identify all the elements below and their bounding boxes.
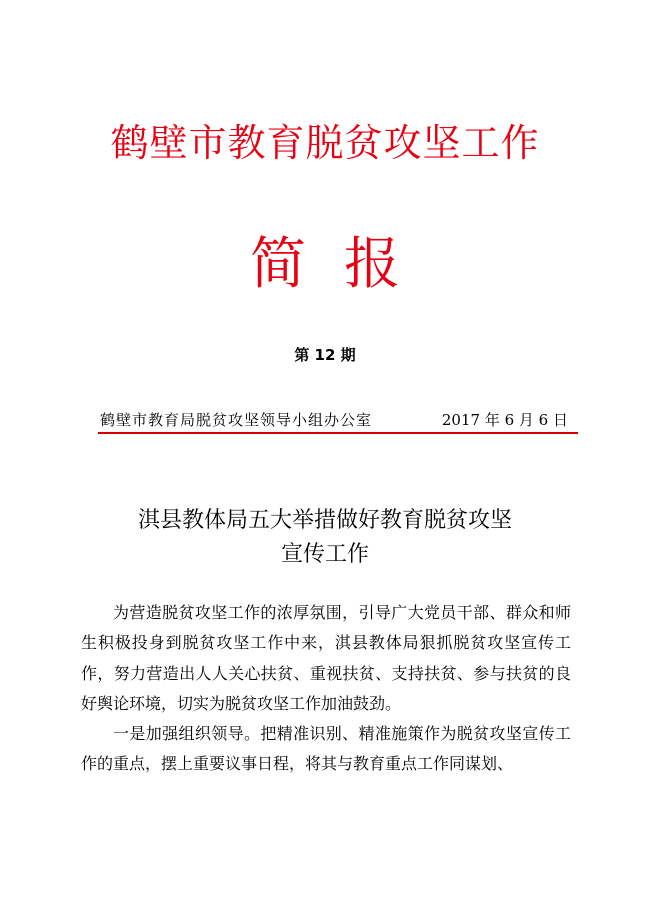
red-divider (98, 432, 578, 434)
article-body (81, 598, 571, 780)
issuer-org: 鹤壁市教育局脱贫攻坚领导小组办公室 (100, 411, 373, 429)
masthead-subtitle: 简报 (250, 232, 438, 297)
headline-line-1: 淇县教体局五大举措做好教育脱贫攻坚 (137, 508, 512, 533)
body-paragraph-2: 一是加强组织领导。把精准识别、精准施策作为脱贫攻坚宣传工作的重点，摆上重要议事日程，将其与教育重点工作同谋划、 (81, 724, 571, 774)
article-headline (60, 504, 590, 572)
issuer-line (100, 409, 568, 430)
issue-number: 第 12 期 (294, 346, 356, 364)
issue-date: 2017 年 6 月 6 日 (441, 411, 568, 429)
body-paragraph-1: 为营造脱贫攻坚工作的浓厚氛围，引导广大党员干部、群众和师生积极投身到脱贫攻坚工作中来，淇县教体局狠抓脱贫攻坚宣传工作，努力营造出人人关心扶贫、重视扶贫、支持扶贫、参与扶贫的良好舆论环境，切实为脱贫攻坚工作加油鼓劲。 (81, 603, 571, 713)
headline-line-2: 宣传工作 (280, 542, 369, 567)
masthead-title: 鹤壁市教育脱贫攻坚工作 (110, 121, 540, 165)
